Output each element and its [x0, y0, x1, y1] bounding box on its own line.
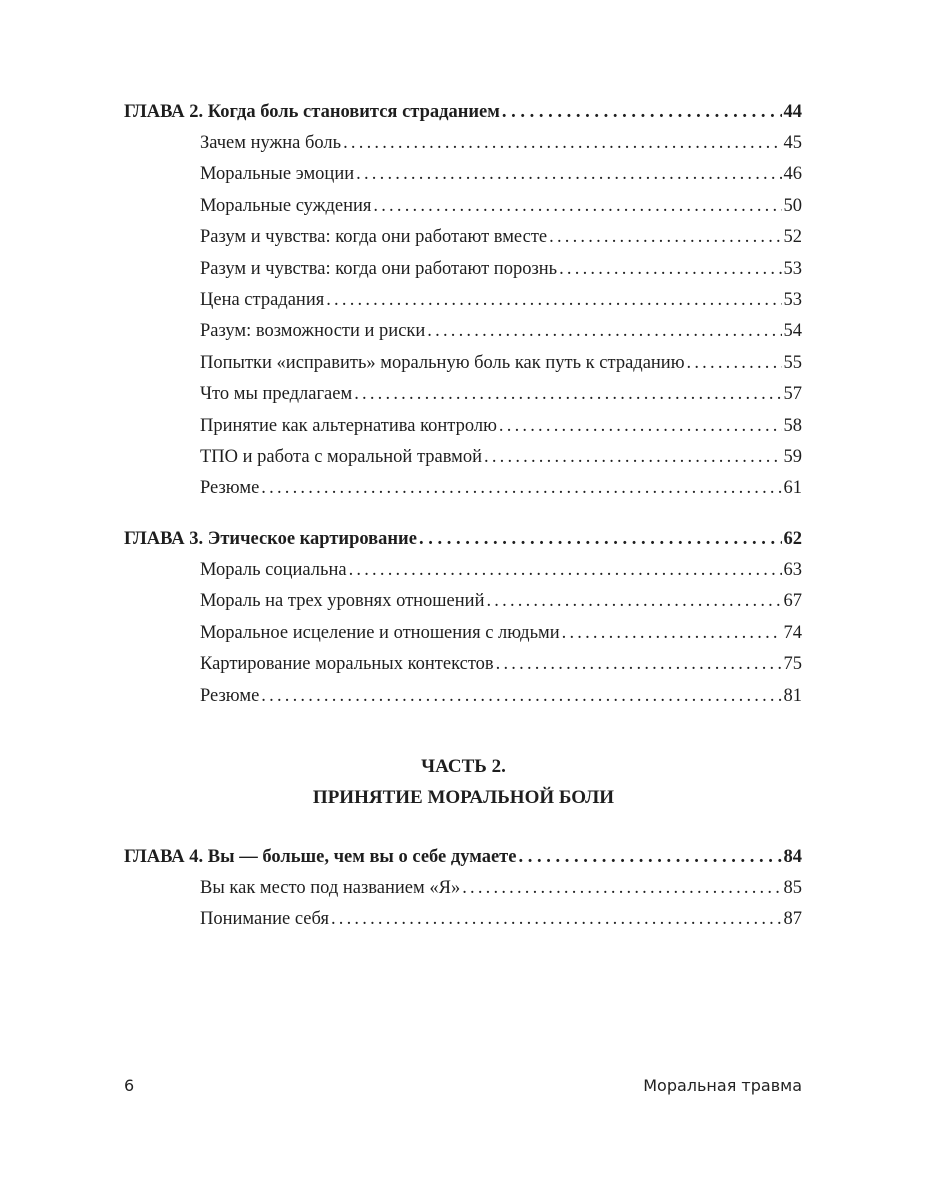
entry-page: 57 [783, 384, 802, 405]
dot-leader [484, 442, 781, 473]
entry-title: Цена страдания [200, 289, 325, 310]
entry-page: 58 [783, 415, 802, 436]
toc-entry [200, 379, 802, 410]
entry-page: 46 [783, 164, 802, 185]
entry-title: Резюме [200, 685, 260, 706]
entry-page: 53 [783, 289, 802, 310]
chapter-4-heading [124, 842, 802, 873]
entry-title: Разум и чувства: когда они работают вместе [200, 227, 548, 248]
dot-leader [462, 873, 781, 904]
dot-leader [499, 411, 782, 442]
toc-entry [200, 555, 802, 586]
entry-title: Мораль социальна [200, 560, 347, 580]
dot-leader [502, 97, 782, 128]
dot-leader [427, 316, 781, 347]
dot-leader [356, 159, 781, 190]
entry-title: Моральное исцеление и отношения с людьми [200, 622, 560, 643]
entry-page: 55 [783, 352, 802, 373]
entry-page: 85 [783, 878, 802, 898]
toc-entry [200, 348, 802, 379]
toc-entry [200, 191, 802, 222]
entry-title: Что мы предлагаем [200, 384, 353, 405]
dot-leader [343, 128, 781, 159]
part-2-heading [0, 751, 927, 813]
dot-leader [419, 524, 782, 555]
entry-title: Понимание себя [200, 909, 329, 930]
dot-leader [261, 681, 781, 712]
dot-leader [687, 348, 782, 379]
page-number: 6 [124, 1076, 135, 1095]
toc-entry [200, 159, 802, 190]
chapter-title: ГЛАВА 2. Когда боль становится страданием [124, 102, 500, 122]
dot-leader [331, 904, 782, 935]
chapter-page: 84 [783, 847, 802, 867]
dot-leader [326, 285, 781, 316]
toc-entry [200, 442, 802, 473]
dot-leader [496, 649, 782, 680]
toc-entry [200, 316, 802, 347]
dot-leader [518, 842, 781, 873]
chapter-page: 62 [783, 529, 802, 549]
entry-page: 87 [783, 909, 802, 930]
entry-title: Моральные эмоции [200, 164, 355, 185]
entry-title: Попытки «исправить» моральную боль как путь к страданию [200, 352, 685, 373]
toc-entry [200, 618, 802, 649]
entry-title: ТПО и работа с моральной травмой [200, 446, 483, 467]
entry-page: 74 [783, 622, 802, 643]
toc-entry [200, 285, 802, 316]
dot-leader [549, 222, 781, 253]
chapter-title: ГЛАВА 3. Этическое картирование [124, 529, 417, 549]
toc-entry [200, 649, 802, 680]
chapter-page: 44 [783, 102, 802, 122]
dot-leader [373, 191, 781, 222]
toc-entry [200, 222, 802, 253]
entry-page: 50 [783, 195, 802, 216]
dot-leader [354, 379, 781, 410]
dot-leader [562, 618, 782, 649]
entry-title: Резюме [200, 478, 260, 499]
entry-page: 59 [783, 446, 802, 467]
toc-entry [200, 128, 802, 159]
entry-page: 53 [783, 258, 802, 279]
dot-leader [349, 555, 782, 586]
entry-page: 75 [783, 654, 802, 675]
chapter-3-heading [124, 524, 802, 555]
chapter-2-heading [124, 97, 802, 128]
chapter-title: ГЛАВА 4. Вы — больше, чем вы о себе думаете [124, 847, 517, 867]
entry-page: 52 [783, 227, 802, 248]
running-title: Моральная травма [643, 1076, 802, 1095]
toc-chapter-2 [124, 97, 802, 505]
entry-page: 67 [783, 591, 802, 612]
entry-page: 45 [783, 133, 802, 153]
toc-entry [200, 681, 802, 712]
entry-title: Принятие как альтернатива контролю [200, 415, 497, 436]
toc-chapter-3 [124, 524, 802, 712]
entry-page: 63 [783, 560, 802, 580]
entry-title: Разум и чувства: когда они работают порознь [200, 258, 558, 279]
entry-title: Моральные суждения [200, 195, 372, 216]
toc-entry [200, 254, 802, 285]
dot-leader [559, 254, 781, 285]
toc-entry [200, 873, 802, 904]
entry-page: 81 [783, 685, 802, 706]
toc-entry [200, 586, 802, 617]
toc-entry [200, 473, 802, 504]
part-number: ЧАСТЬ 2. [421, 756, 506, 777]
entry-page: 61 [783, 478, 802, 499]
entry-title: Вы как место под названием «Я» [200, 878, 461, 898]
toc-chapter-4 [124, 842, 802, 936]
entry-title: Картирование моральных контекстов [200, 654, 494, 675]
dot-leader [486, 586, 781, 617]
dot-leader [261, 473, 781, 504]
toc-entry [200, 411, 802, 442]
entry-page: 54 [783, 321, 802, 342]
entry-title: Зачем нужна боль [200, 133, 342, 153]
part-title: ПРИНЯТИЕ МОРАЛЬНОЙ БОЛИ [312, 787, 615, 808]
toc-entry [200, 904, 802, 935]
entry-title: Мораль на трех уровнях отношений [200, 591, 485, 612]
entry-title: Разум: возможности и риски [200, 321, 426, 342]
